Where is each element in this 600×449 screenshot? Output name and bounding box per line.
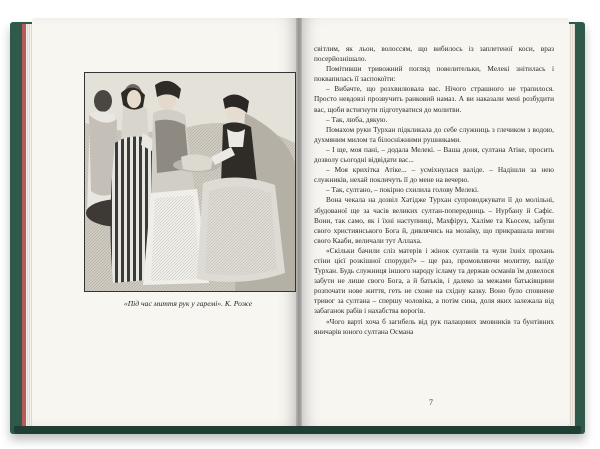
illustration-caption: «Під час миття рук у гаремі». К. Роже (123, 299, 253, 308)
paragraph: «Чого варті хоча б загибель від рук палацових змовників та бунтівних яничарів юного султана Османа (314, 316, 554, 336)
paragraph: Помітивши тривожний погляд повелительки, Мелекі знітилась і поквапилась її заспокоїти: (314, 64, 554, 84)
right-page (299, 18, 569, 426)
body-text (314, 44, 554, 337)
paragraph: світлим, як льон, волоссям, що вибилось із заплетеної коси, враз посерйознішало. (314, 44, 554, 64)
paragraph: Помахом руки Турхан підкликала до себе служниць з глечиком з водою, духмяним милом та білосніжними рушниками. (314, 124, 554, 144)
open-book (10, 18, 585, 434)
left-page (32, 18, 299, 426)
engraving-illustration (84, 72, 296, 292)
paragraph: – Так, люба, дякую. (326, 114, 388, 124)
paragraph: Вона чекала на дозвіл Хатідже Турхан супроводжувати її до молільні, збудованої ще за часів великих султан-попередниць – Нурбану й Сафіє. Вони, так само, як і їхні наступниці, Махфіруз, Халіме та Кьосем, забули свого християнського Бога й, дивлячись на мозаїку, що прикрашала вигин свого Кааби, величали тут Аллаха. (314, 195, 554, 245)
paragraph: «Скільки бачили сліз матерів і жінок султанів та чули їхніх прохань стіни цієї розкішної споруди?» – ще раз, промовляючи молитву, валіде Турхан. Будь служниця іншого народу ісламу та держав османів їм довелося забути не лише свого Бога, а й батьків, і далеко за межами батьківщини розпочати нове життя, геть не схоже на східну казку. Воно було сповнене тривог за султана – спершу чоловіка, а потім сина, доля яких залежала від забаганок рабів і нахабства ворогів. (314, 245, 554, 316)
cover-edge (14, 426, 581, 434)
paragraph: – Моя крихітка Атіке... – усміхнулася валіде. – Надішли за нею служників, нехай покличуть її до мене на вечерю. (314, 165, 554, 185)
book-gutter (296, 18, 302, 426)
paragraph: – Вибачте, що розхвилювала вас. Нічого страшного не трапилося. Просто невдовзі прозвучить ранковий намаз. А ви наказали мені розбудити вас, щоби встигнути підготуватися до молитви. (314, 84, 554, 114)
harem-engraving (85, 73, 295, 291)
page-number: 7 (429, 398, 433, 407)
paragraph: – Так, султано, – покірно схилила голову Мелекі. (326, 185, 479, 195)
paragraph: – І ще, моя пані, – додала Мелекі. – Ваша доня, султана Атіке, просить дозволу сьогодні відвідати вас... (314, 144, 554, 165)
